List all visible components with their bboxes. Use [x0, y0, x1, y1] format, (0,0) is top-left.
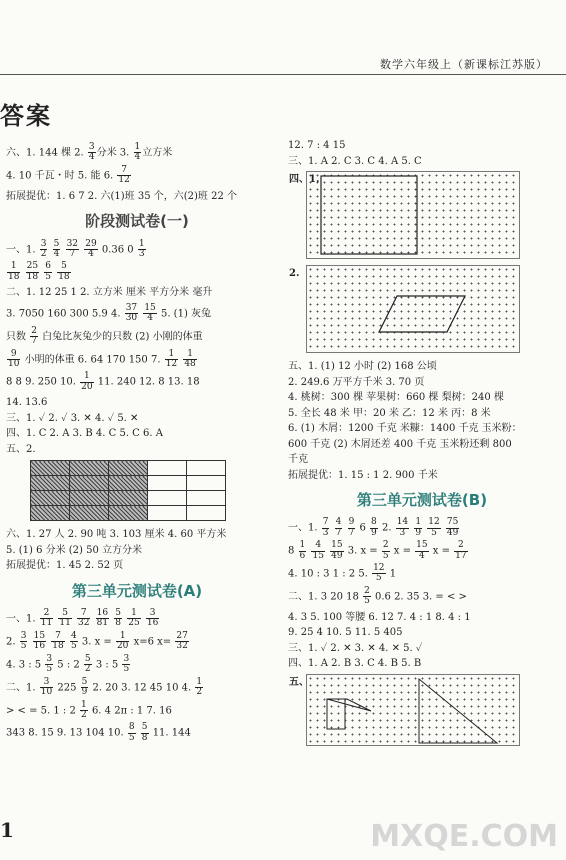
- numerator: 5: [81, 676, 88, 687]
- denominator: 9: [371, 527, 377, 538]
- watermark: MXQE.COM: [370, 819, 558, 854]
- fraction: [81, 678, 89, 698]
- answer-text: x =: [429, 545, 454, 557]
- numerator: 12: [373, 563, 385, 573]
- answer-text: 2. 20 3. 12 45 10 4.: [89, 682, 195, 694]
- dot-grid-parallelogram-figure: [289, 265, 520, 353]
- denominator: 5: [364, 596, 370, 607]
- page-number: 1: [0, 818, 14, 842]
- fraction: [117, 166, 130, 186]
- ans-line: 拓展提优：1. 6 7 2. 六(1)班 35 个，六(2)班 22 个: [6, 190, 238, 202]
- numerator: 3: [40, 678, 53, 688]
- numerator: 9: [7, 350, 20, 360]
- numerator: 2: [454, 541, 467, 551]
- fraction: [311, 541, 324, 561]
- numerator: 32: [66, 238, 79, 249]
- answer-text: 4. 10 千瓦・时 5. 能 6.: [6, 170, 117, 182]
- numerator: 37: [125, 302, 138, 313]
- numerator: 5: [53, 238, 60, 249]
- numerator: 2: [382, 540, 389, 551]
- ans-line: 五、2.: [6, 443, 36, 455]
- right-column: [288, 138, 556, 752]
- fraction: [122, 655, 130, 675]
- figure-label: 四、1.: [289, 174, 320, 185]
- fraction: [84, 655, 92, 675]
- answer-text: [91, 613, 94, 624]
- shaded-grid-figure: [30, 460, 226, 521]
- answer-text: > < = 5. 1 : 2: [6, 704, 80, 716]
- denominator: 5: [20, 641, 27, 652]
- answer-text: [28, 636, 31, 647]
- fraction: [58, 609, 71, 629]
- ans-line: 拓展提优：1. 15 : 1 2. 900 千米: [288, 469, 438, 481]
- numerator: 16: [96, 608, 109, 618]
- denominator: 4: [147, 313, 153, 324]
- answer-text: 白兔比灰兔少的只数 (2) 小刚的体重: [38, 331, 203, 343]
- numerator: 5: [141, 722, 148, 733]
- answer-text: [307, 546, 310, 557]
- fraction: [7, 350, 20, 370]
- denominator: 3: [322, 527, 329, 538]
- numerator: 15: [144, 302, 156, 313]
- ans-line: 六、1. 27 人 2. 90 吨 3. 103 厘米 4. 60 平方米: [6, 529, 227, 541]
- ans-line: 14. 13.6: [6, 397, 48, 409]
- fraction: [128, 723, 136, 743]
- answer-text: [48, 244, 51, 255]
- figure-label: 2.: [289, 268, 300, 279]
- ans-line: 12. 7 : 4 15: [288, 140, 346, 151]
- ans-line: [6, 655, 268, 675]
- ans-line: 4. 3 5. 100 等腰 6. 12 7. 4 : 1 8. 4 : 1: [288, 611, 471, 623]
- denominator: 30: [125, 313, 138, 324]
- square-drawing: [307, 172, 519, 258]
- ans-line: [6, 609, 268, 629]
- numerator: 6: [45, 261, 52, 272]
- fraction: [363, 587, 371, 607]
- numerator: 1: [81, 699, 87, 710]
- fraction: [348, 518, 356, 538]
- numerator: 4: [311, 541, 324, 551]
- numerator: 15: [331, 540, 343, 551]
- ans-line: [6, 678, 268, 698]
- answer-text: [80, 244, 83, 255]
- numerator: 1: [415, 517, 422, 528]
- fraction: [299, 541, 307, 561]
- denominator: 5: [128, 732, 135, 743]
- numerator: 8: [128, 722, 135, 733]
- answer-text: 一、1.: [6, 613, 39, 625]
- numerator: 25: [26, 261, 39, 272]
- denominator: 4: [88, 248, 94, 259]
- figure-label: 五、: [289, 676, 309, 688]
- numerator: 1: [116, 632, 129, 642]
- denominator: 3: [138, 248, 145, 259]
- page-header: 数学六年级上（新课标江苏版）: [380, 58, 548, 71]
- fraction: [77, 609, 90, 629]
- ans-line: [6, 166, 268, 186]
- answer-text: 5. (1) 灰兔: [157, 308, 212, 320]
- ans-line: 二、1. 12 25 1 2. 立方米 厘米 平方分米 毫升: [6, 287, 213, 299]
- fraction: [45, 655, 53, 675]
- answer-text: 3. x =: [344, 545, 381, 557]
- fraction: [146, 609, 159, 629]
- numerator: 14: [396, 517, 409, 528]
- ans-line: [288, 587, 556, 607]
- fraction: [51, 632, 64, 652]
- fraction: [44, 262, 52, 282]
- numerator: 3: [146, 609, 159, 619]
- ans-line: 5. (1) 6 分米 (2) 50 立方分米: [6, 544, 143, 556]
- denominator: 4: [53, 248, 60, 259]
- fraction: [96, 609, 109, 629]
- denominator: 9: [415, 527, 422, 538]
- left-column: [6, 140, 268, 746]
- numerator: 2: [364, 585, 370, 596]
- answer-text: [442, 523, 445, 534]
- denominator: 5: [46, 664, 53, 675]
- answer-text: 3 : 5: [92, 659, 122, 671]
- answer-text: [423, 523, 426, 534]
- answer-text: 二、1.: [6, 682, 39, 694]
- fraction: [372, 564, 385, 584]
- fraction: [20, 632, 28, 652]
- numerator: 3: [46, 653, 53, 664]
- answer-text: [54, 613, 57, 624]
- denominator: 2: [196, 687, 203, 698]
- fraction: [57, 262, 70, 282]
- fraction: [335, 518, 343, 538]
- answer-text: 8: [288, 545, 298, 557]
- ans-line: 4. 桃树：300 棵 苹果树：660 棵 梨树：240 棵: [288, 392, 504, 403]
- numerator: 5: [58, 609, 71, 619]
- denominator: 12: [165, 358, 178, 369]
- denominator: 16: [146, 618, 159, 629]
- denominator: 25: [128, 618, 140, 629]
- ans-line: 拓展提优：1. 45 2. 52 页: [6, 560, 124, 572]
- answer-text: 11. 144: [149, 727, 191, 739]
- answer-text: [21, 267, 24, 278]
- denominator: 81: [96, 618, 109, 629]
- ans-line: 三、1. ✓ 2. ✓ 3. ✕ 4. ✓ 5. ✕: [6, 412, 139, 424]
- answer-text: [330, 523, 333, 534]
- denominator: 8: [115, 618, 122, 629]
- answer-text: 6: [356, 522, 370, 534]
- ans-line: 5. 全长 48 米 甲：20 米 乙：12 米 丙：8 米: [288, 407, 491, 419]
- ans-line: [288, 564, 556, 584]
- denominator: 2: [40, 248, 47, 259]
- answer-text: [110, 613, 113, 624]
- ans-line: [6, 723, 268, 743]
- fraction: [116, 632, 129, 652]
- numerator: 4: [70, 630, 77, 641]
- denominator: 20: [116, 641, 129, 652]
- ans-line: 千克: [288, 454, 308, 465]
- fraction: [80, 372, 93, 392]
- section-heading: 第三单元测试卷(A): [71, 581, 203, 600]
- numerator: 3: [123, 653, 130, 664]
- numerator: 5: [57, 262, 70, 272]
- fraction: [446, 518, 459, 538]
- fraction: [114, 609, 122, 629]
- denominator: 18: [26, 271, 39, 282]
- numerator: 7: [51, 632, 64, 642]
- fraction: [427, 518, 440, 538]
- answer-text: 2.: [378, 522, 395, 534]
- fraction: [322, 518, 330, 538]
- numerator: 1: [299, 540, 306, 551]
- fraction: [53, 240, 61, 260]
- denominator: 15: [312, 550, 324, 561]
- fraction: [396, 518, 409, 538]
- answer-text: [66, 636, 69, 647]
- numerator: 15: [33, 630, 46, 641]
- ans-line: [6, 372, 268, 392]
- answer-text: [53, 267, 56, 278]
- numerator: 7: [322, 517, 329, 528]
- ans-line: [6, 327, 268, 347]
- ans-line: 9. 25 4 10. 5 11. 5 405: [288, 627, 403, 639]
- denominator: 4: [419, 550, 425, 561]
- answer-text: 11. 240 12. 8 13. 18: [94, 376, 200, 388]
- answer-text: [139, 308, 142, 319]
- answer-text: 6. 4 2π : 1 7. 16: [88, 704, 172, 716]
- numerator: 7: [77, 609, 90, 619]
- fraction: [26, 262, 39, 282]
- denominator: 4: [88, 152, 95, 163]
- numerator: 75: [446, 517, 459, 528]
- answer-text: x =: [390, 545, 415, 557]
- denominator: 18: [58, 271, 70, 282]
- denominator: 18: [8, 271, 20, 282]
- fraction: [125, 304, 138, 324]
- answer-text: 分米 3.: [96, 147, 133, 159]
- denominator: 7: [348, 527, 355, 538]
- ans-line: 600 千克 (2) 木屑还差 400 千克 玉米粉还剩 800: [288, 438, 512, 450]
- fraction: [80, 701, 88, 721]
- numerator: 1: [138, 238, 145, 249]
- numerator: 15: [416, 540, 428, 551]
- ans-line: 四、1. C 2. A 3. B 4. C 5. C 6. A: [6, 428, 163, 440]
- denominator: 20: [81, 381, 93, 392]
- denominator: 5: [123, 664, 130, 675]
- answer-text: [137, 728, 140, 739]
- triangle-drawing: [307, 675, 519, 745]
- ans-line: [6, 143, 268, 163]
- answer-text: x=6 x=: [130, 636, 175, 648]
- answer-text: [47, 636, 50, 647]
- numerator: 5: [115, 608, 122, 618]
- denominator: 17: [455, 550, 467, 561]
- denominator: 5: [45, 271, 52, 282]
- answer-text: 一、1.: [288, 522, 321, 534]
- denominator: 11: [40, 618, 53, 629]
- fraction: [414, 518, 422, 538]
- fraction: [370, 518, 378, 538]
- answer-text: 5 : 2: [54, 659, 83, 671]
- answer-text: [410, 523, 413, 534]
- fraction: [183, 350, 196, 370]
- numerator: 1: [183, 350, 196, 360]
- answer-text: 1: [386, 568, 397, 580]
- answer-text: 小明的体重 6. 64 170 150 7.: [21, 353, 164, 365]
- answer-text: [179, 354, 182, 365]
- answer-text: 3. 7050 160 300 5.9 4.: [6, 308, 124, 320]
- denominator: 32: [176, 641, 188, 652]
- fraction: [141, 723, 149, 743]
- numerator: 12: [428, 517, 440, 528]
- denominator: 48: [184, 358, 196, 369]
- denominator: 6: [299, 550, 306, 561]
- answer-text: 343 8. 15 9. 13 104 10.: [6, 727, 127, 739]
- answer-text: 4. 3 : 5: [6, 659, 45, 671]
- denominator: 10: [8, 358, 20, 369]
- numerator: 1: [80, 372, 93, 382]
- denominator: 2: [84, 664, 91, 675]
- answer-text: [142, 613, 145, 624]
- parallelogram-drawing: [307, 266, 519, 352]
- denominator: 5: [70, 641, 77, 652]
- answer-text: 4. 10 : 3 1 : 2 5.: [288, 568, 372, 580]
- fraction: [138, 240, 146, 260]
- fraction: [454, 541, 467, 561]
- ans-line: 2. 249.6 万平方千米 3. 70 页: [288, 376, 425, 388]
- ans-line: [6, 701, 268, 721]
- answer-text: 225: [54, 682, 80, 694]
- answer-text: [73, 613, 76, 624]
- answer-text: [343, 523, 346, 534]
- answer-text: 8 8 9. 250 10.: [6, 376, 80, 388]
- denominator: 12: [118, 175, 130, 186]
- denominator: 9: [81, 687, 88, 698]
- numerator: 5: [84, 653, 91, 664]
- ans-line: 五、1. (1) 12 小时 (2) 168 公顷: [288, 361, 437, 372]
- numerator: 1: [196, 676, 203, 687]
- answer-text: 2.: [6, 636, 19, 648]
- numerator: 9: [348, 517, 355, 528]
- fraction: [33, 632, 46, 652]
- denominator: 16: [33, 641, 46, 652]
- numerator: 1: [134, 142, 141, 152]
- answer-text: 3. x =: [78, 636, 115, 648]
- numerator: 3: [88, 142, 95, 152]
- section-heading: 阶段测试卷(一): [85, 212, 189, 231]
- denominator: 49: [446, 527, 459, 538]
- answer-text: 一、1.: [6, 243, 39, 255]
- fraction: [143, 304, 156, 324]
- numerator: 3: [40, 238, 47, 249]
- numerator: 27: [176, 630, 188, 641]
- ans-line: [6, 240, 268, 260]
- denominator: 7: [69, 248, 76, 259]
- ans-line: 6. (1) 木屑：1200 千克 米糠：1400 千克 玉米粉：: [288, 423, 522, 434]
- denominator: 2: [81, 709, 87, 720]
- numerator: 3: [20, 630, 27, 641]
- header-rule: [0, 74, 566, 75]
- answer-text: [326, 546, 329, 557]
- ans-line: [288, 541, 556, 561]
- fraction: [7, 262, 20, 282]
- numerator: 29: [85, 238, 97, 249]
- ans-line: [6, 304, 268, 324]
- fraction: [84, 240, 97, 260]
- ans-line: 四、1. A 2. B 3. C 4. B 5. B: [288, 658, 422, 670]
- answer-text: 只数: [6, 331, 30, 343]
- ans-line: [6, 350, 268, 370]
- denominator: 5: [431, 527, 437, 538]
- numerator: 2: [31, 325, 37, 336]
- denominator: 5: [375, 573, 382, 584]
- fraction: [30, 327, 38, 347]
- dot-grid-square-figure: [289, 171, 520, 259]
- numerator: 7: [117, 166, 130, 176]
- fraction: [40, 240, 48, 260]
- ans-line: 三、1. ✓ 2. ✕ 3. ✕ 4. ✕ 5. ✓: [288, 642, 423, 654]
- numerator: 1: [165, 350, 178, 360]
- numerator: 4: [335, 517, 342, 528]
- fraction: [415, 541, 428, 561]
- fraction: [40, 678, 53, 698]
- numerator: 1: [127, 609, 140, 619]
- fraction: [40, 609, 53, 629]
- fraction: [165, 350, 178, 370]
- answer-text: 二、1. 3 20 18: [288, 591, 363, 603]
- fraction: [175, 632, 188, 652]
- fraction: [195, 678, 203, 698]
- denominator: 8: [141, 732, 148, 743]
- denominator: 5: [382, 550, 389, 561]
- denominator: 3: [399, 527, 406, 538]
- dot-grid-triangle-figure: [289, 674, 520, 746]
- denominator: 10: [40, 687, 53, 698]
- answer-text: [40, 267, 43, 278]
- answer-text: [123, 613, 126, 624]
- denominator: 11: [59, 618, 71, 629]
- ans-line: 三、1. A 2. C 3. C 4. A 5. C: [288, 155, 422, 167]
- section-heading: 第三单元测试卷(B): [356, 491, 488, 509]
- answer-text: 0.6 2. 35 3. = < >: [371, 591, 467, 603]
- answer-text: 立方米: [142, 147, 173, 159]
- numerator: 8: [371, 517, 377, 528]
- numerator: 2: [40, 609, 53, 619]
- numerator: 1: [7, 262, 20, 272]
- fraction: [88, 143, 96, 163]
- denominator: 7: [31, 336, 37, 347]
- fraction: [330, 541, 343, 561]
- fraction: [70, 632, 78, 652]
- fraction: [127, 609, 140, 629]
- denominator: 7: [335, 527, 342, 538]
- answers-title: 答案: [0, 102, 52, 130]
- fraction: [382, 541, 390, 561]
- answer-text: [61, 244, 64, 255]
- fraction: [134, 143, 142, 163]
- denominator: 18: [52, 641, 64, 652]
- denominator: 49: [331, 550, 343, 561]
- ans-line: [288, 518, 556, 538]
- denominator: 32: [78, 618, 90, 629]
- denominator: 4: [134, 152, 141, 163]
- answer-text: 0.36 0: [98, 243, 137, 255]
- fraction: [66, 240, 79, 260]
- answer-text: 六、1. 144 棵 2.: [6, 147, 87, 159]
- ans-line: [6, 262, 268, 282]
- ans-line: [6, 632, 268, 652]
